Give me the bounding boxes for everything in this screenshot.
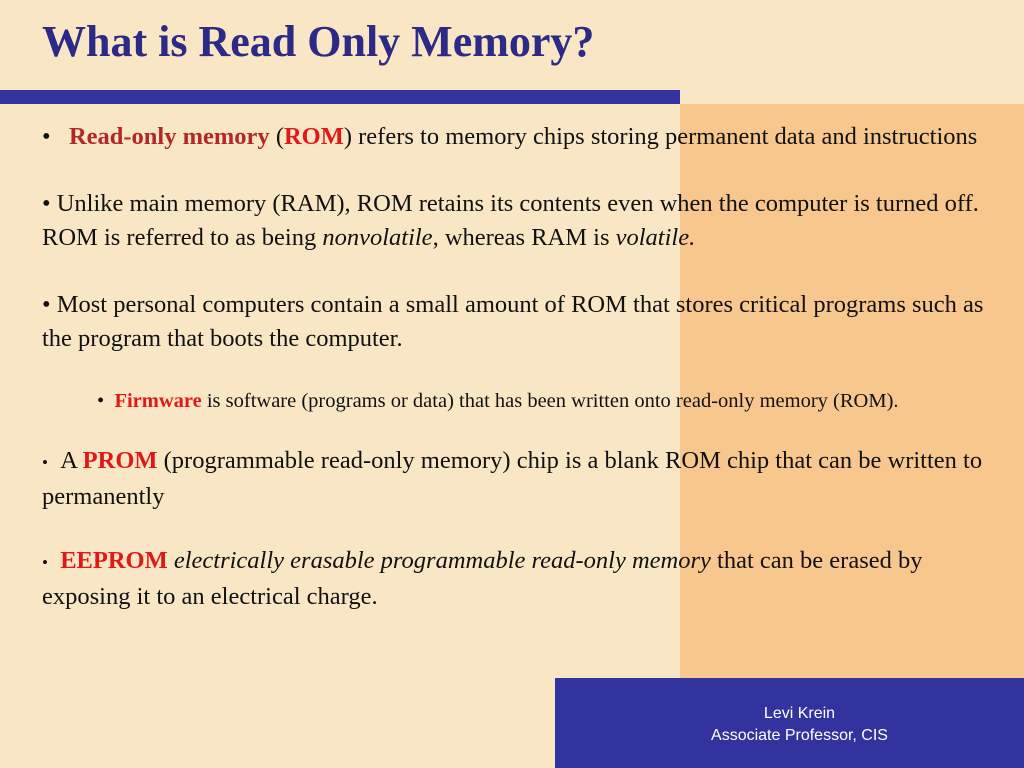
title-underline-bar <box>0 90 680 104</box>
author-role: Associate Professor, CIS <box>711 727 888 744</box>
bullet-marker: • <box>42 453 48 472</box>
bullet-marker: • <box>97 390 105 412</box>
bullet-text: Unlike main memory (RAM), ROM retains its contents even when the computer is turned off. ROM is referred to as being <box>42 190 979 251</box>
bullet-text: ( <box>269 123 284 150</box>
keyword-prom: PROM <box>82 447 158 474</box>
slide-title: What is Read Only Memory? <box>42 17 595 66</box>
bullet-marker: • <box>42 553 48 572</box>
footer-author-box <box>555 678 1024 768</box>
bullet-text: (programmable read-only memory) chip is a blank ROM chip that can be written to permanently <box>42 447 983 510</box>
keyword-rom: ROM <box>283 123 344 150</box>
bullet-text: , whereas RAM is <box>432 224 616 251</box>
bullet-rom-boot-programs <box>42 288 992 356</box>
term-volatile: volatile. <box>615 224 696 251</box>
bullet-text: is software (programs or data) that has been written onto read-only memory (ROM). <box>201 390 899 412</box>
bullet-marker: • <box>42 291 51 318</box>
bullet-eeprom <box>42 544 992 614</box>
bullet-prom <box>42 444 992 514</box>
bullet-marker: • <box>42 190 51 217</box>
slide-content <box>42 120 992 614</box>
bullet-text: Most personal computers contain a small amount of ROM that stores critical programs such as the program that boots the computer. <box>42 291 984 352</box>
sub-bullet-firmware <box>97 386 947 416</box>
bullet-rom-definition <box>42 120 992 154</box>
bullet-text: that can be erased by exposing it to an electrical charge. <box>42 547 923 610</box>
term-nonvolatile: nonvolatile <box>322 224 433 251</box>
bullet-marker: • <box>42 123 51 150</box>
bullet-rom-nonvolatile <box>42 187 992 255</box>
keyword-eeprom: EEPROM <box>60 547 168 574</box>
bullet-text: A <box>60 447 83 474</box>
bullet-text: ) refers to memory chips storing permanent data and instructions <box>343 123 978 150</box>
author-name: Levi Krein <box>763 705 836 722</box>
keyword-read-only-memory: Read-only memory <box>68 123 270 150</box>
keyword-firmware: Firmware <box>114 390 202 412</box>
eeprom-expansion: electrically erasable programmable read-only memory <box>173 547 711 574</box>
